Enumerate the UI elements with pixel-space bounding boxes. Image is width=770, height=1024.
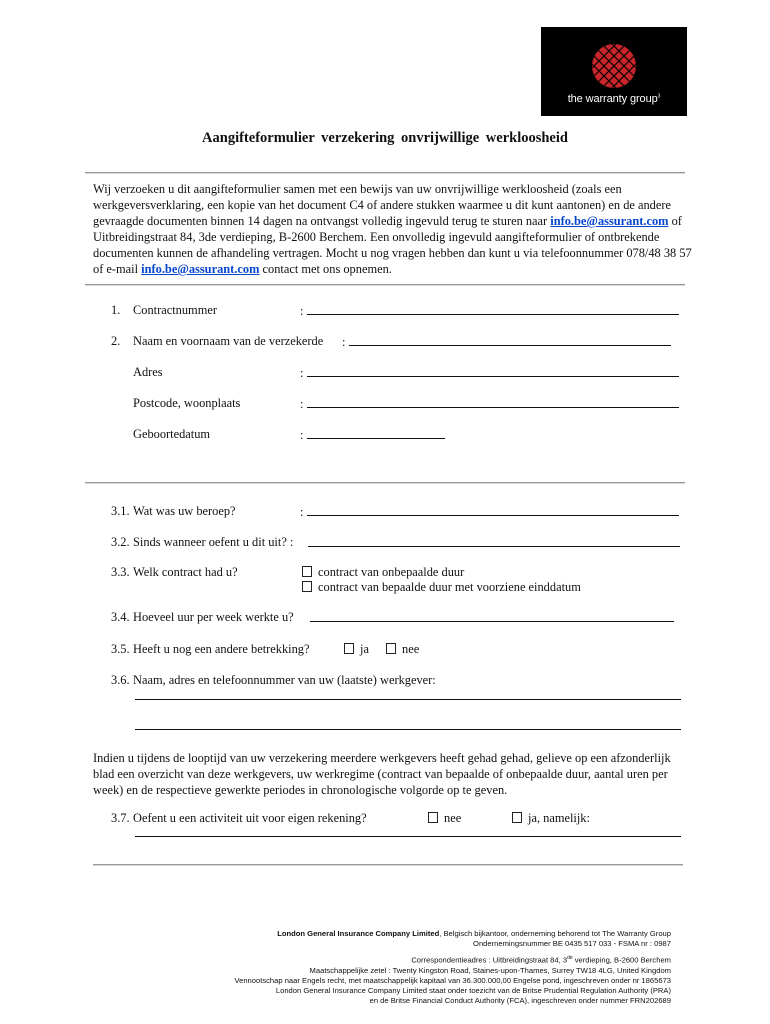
- contract-definite-option[interactable]: contract van bepaalde duur met voorziene einddatum: [302, 580, 581, 595]
- question-number: 3.7.: [111, 811, 130, 825]
- footer-registered-office: Maatschappelijke zetel : Twenty Kingston Road, Staines-upon-Thames, Surrey TW18 4LG, United Kingdom: [309, 966, 671, 975]
- self-employed-label: Oefent u een activiteit uit voor eigen rekening?: [133, 811, 367, 825]
- self-employed-field-line[interactable]: [135, 836, 681, 837]
- question-number: 3.3.: [111, 565, 130, 579]
- logo-text: the warranty group$^3$: [567, 93, 661, 105]
- contract-indefinite-option[interactable]: contract van onbepaalde duur: [302, 565, 464, 580]
- contract-type-label: Welk contract had u?: [133, 565, 238, 579]
- self-employed-no-option[interactable]: nee: [428, 811, 461, 826]
- page-title: Aangifteformulier verzekering onvrijwillige werkloosheid: [202, 130, 568, 146]
- globe-logo-icon: [589, 41, 639, 91]
- employer-field-line[interactable]: [135, 699, 681, 700]
- divider: [93, 864, 683, 865]
- question-number: 1.: [111, 303, 121, 317]
- question-number: 3.1.: [111, 504, 130, 518]
- since-when-field[interactable]: [308, 535, 680, 551]
- checkbox[interactable]: [302, 566, 312, 577]
- checkbox[interactable]: [344, 643, 354, 654]
- footer-fca: en de Britse Financial Conduct Authority (FCA), ingeschreven onder nummer FRN202689: [369, 996, 671, 1005]
- email-link[interactable]: info.be@assurant.com: [141, 262, 260, 276]
- footer-regulation: London General Insurance Company Limited staat onder toezicht van de Britse Prudential Regulation Authority (PRA): [275, 986, 671, 995]
- question-number: 3.6.: [111, 673, 130, 687]
- employer-field-line[interactable]: [135, 729, 681, 730]
- email-link[interactable]: info.be@assurant.com: [550, 214, 669, 228]
- checkbox[interactable]: [428, 812, 438, 823]
- question-number: 3.4.: [111, 610, 130, 624]
- profession-label: Wat was uw beroep?: [133, 504, 236, 518]
- address-label: Adres: [133, 365, 163, 379]
- checkbox[interactable]: [512, 812, 522, 823]
- postcode-field[interactable]: :: [300, 396, 679, 412]
- footer-company-line: London General Insurance Company Limited, Belgisch bijkantoor, onderneming behorend tot The Warranty Group: [277, 929, 671, 938]
- contract-number-label: Contractnummer: [133, 303, 217, 317]
- contract-number-field[interactable]: :: [300, 303, 679, 319]
- divider: [85, 284, 685, 285]
- footer-correspondence-address: Correspondentieadres : Uitbreidingstraat 84, 3de verdieping, B-2600 Berchem: [411, 955, 671, 965]
- since-when-label: Sinds wanneer oefent u dit uit? :: [133, 535, 294, 549]
- insured-name-field[interactable]: :: [342, 334, 671, 350]
- divider: [85, 172, 685, 173]
- address-field[interactable]: :: [300, 365, 679, 381]
- multiple-employers-note: Indien u tijdens de looptijd van uw verzekering meerdere werkgevers heeft gehad gehad, gelieve op een afzonderlijk blad een overzicht van deze werkgevers, uw werkregime (contract van bepaalde of onbepaalde duur, aantal uren per week) en de respectieve gewerkte periodes in chronologische volgorde op te geven.: [93, 751, 671, 797]
- other-job-label: Heeft u nog een andere betrekking?: [133, 642, 310, 656]
- footer-capital: Vennootschap naar Engels recht, met maatschappelijk kapitaal van 36.300.000,00 Engelse pond, ingeschreven onder nr 1865673: [234, 976, 671, 985]
- company-logo: [541, 27, 687, 116]
- birthdate-label: Geboortedatum: [133, 427, 211, 441]
- checkbox[interactable]: [386, 643, 396, 654]
- insured-name-label: Naam en voornaam van de verzekerde: [133, 334, 324, 348]
- divider: [85, 482, 685, 483]
- question-number: 3.5.: [111, 642, 130, 656]
- hours-field[interactable]: [310, 610, 674, 626]
- question-number: 3.2.: [111, 535, 130, 549]
- checkbox[interactable]: [302, 581, 312, 592]
- hours-label: Hoeveel uur per week werkte u?: [133, 610, 294, 624]
- other-job-yes-option[interactable]: ja: [344, 642, 369, 657]
- postcode-label: Postcode, woonplaats: [133, 396, 241, 410]
- profession-field[interactable]: :: [300, 504, 679, 520]
- footer-enterprise-number: Ondernemingsnummer BE 0435 517 033 - FSMA nr : 0987: [473, 939, 671, 948]
- other-job-no-option[interactable]: nee: [386, 642, 419, 657]
- birthdate-field[interactable]: :: [300, 427, 445, 443]
- question-number: 2.: [111, 334, 121, 348]
- intro-paragraph: Wij verzoeken u dit aangifteformulier samen met een bewijs van uw onvrijwillige werkloosheid (zoals een werkgeversverklaring, een kopie van het document C4 of andere stukken waarmee u dit kunt aantonen) en de andere gevraagde documenten binnen 14 dagen na ontvangst volledig ingevuld terug te sturen naar info.be@assurant.com of Uitbreidingstraat 84, 3de verdieping, B-2600 Berchem. Een onvolledig ingevuld aangifteformulier of ontbrekende documenten kunnen de afhandeling vertragen. Mocht u nog vragen hebben dan kunt u via telefoonnummer 078/48 38 57 of e-mail info.be@assurant.com contact met ons opnemen.: [93, 182, 692, 276]
- employer-label: Naam, adres en telefoonnummer van uw (laatste) werkgever:: [133, 673, 436, 687]
- self-employed-yes-option[interactable]: ja, namelijk:: [512, 811, 590, 826]
